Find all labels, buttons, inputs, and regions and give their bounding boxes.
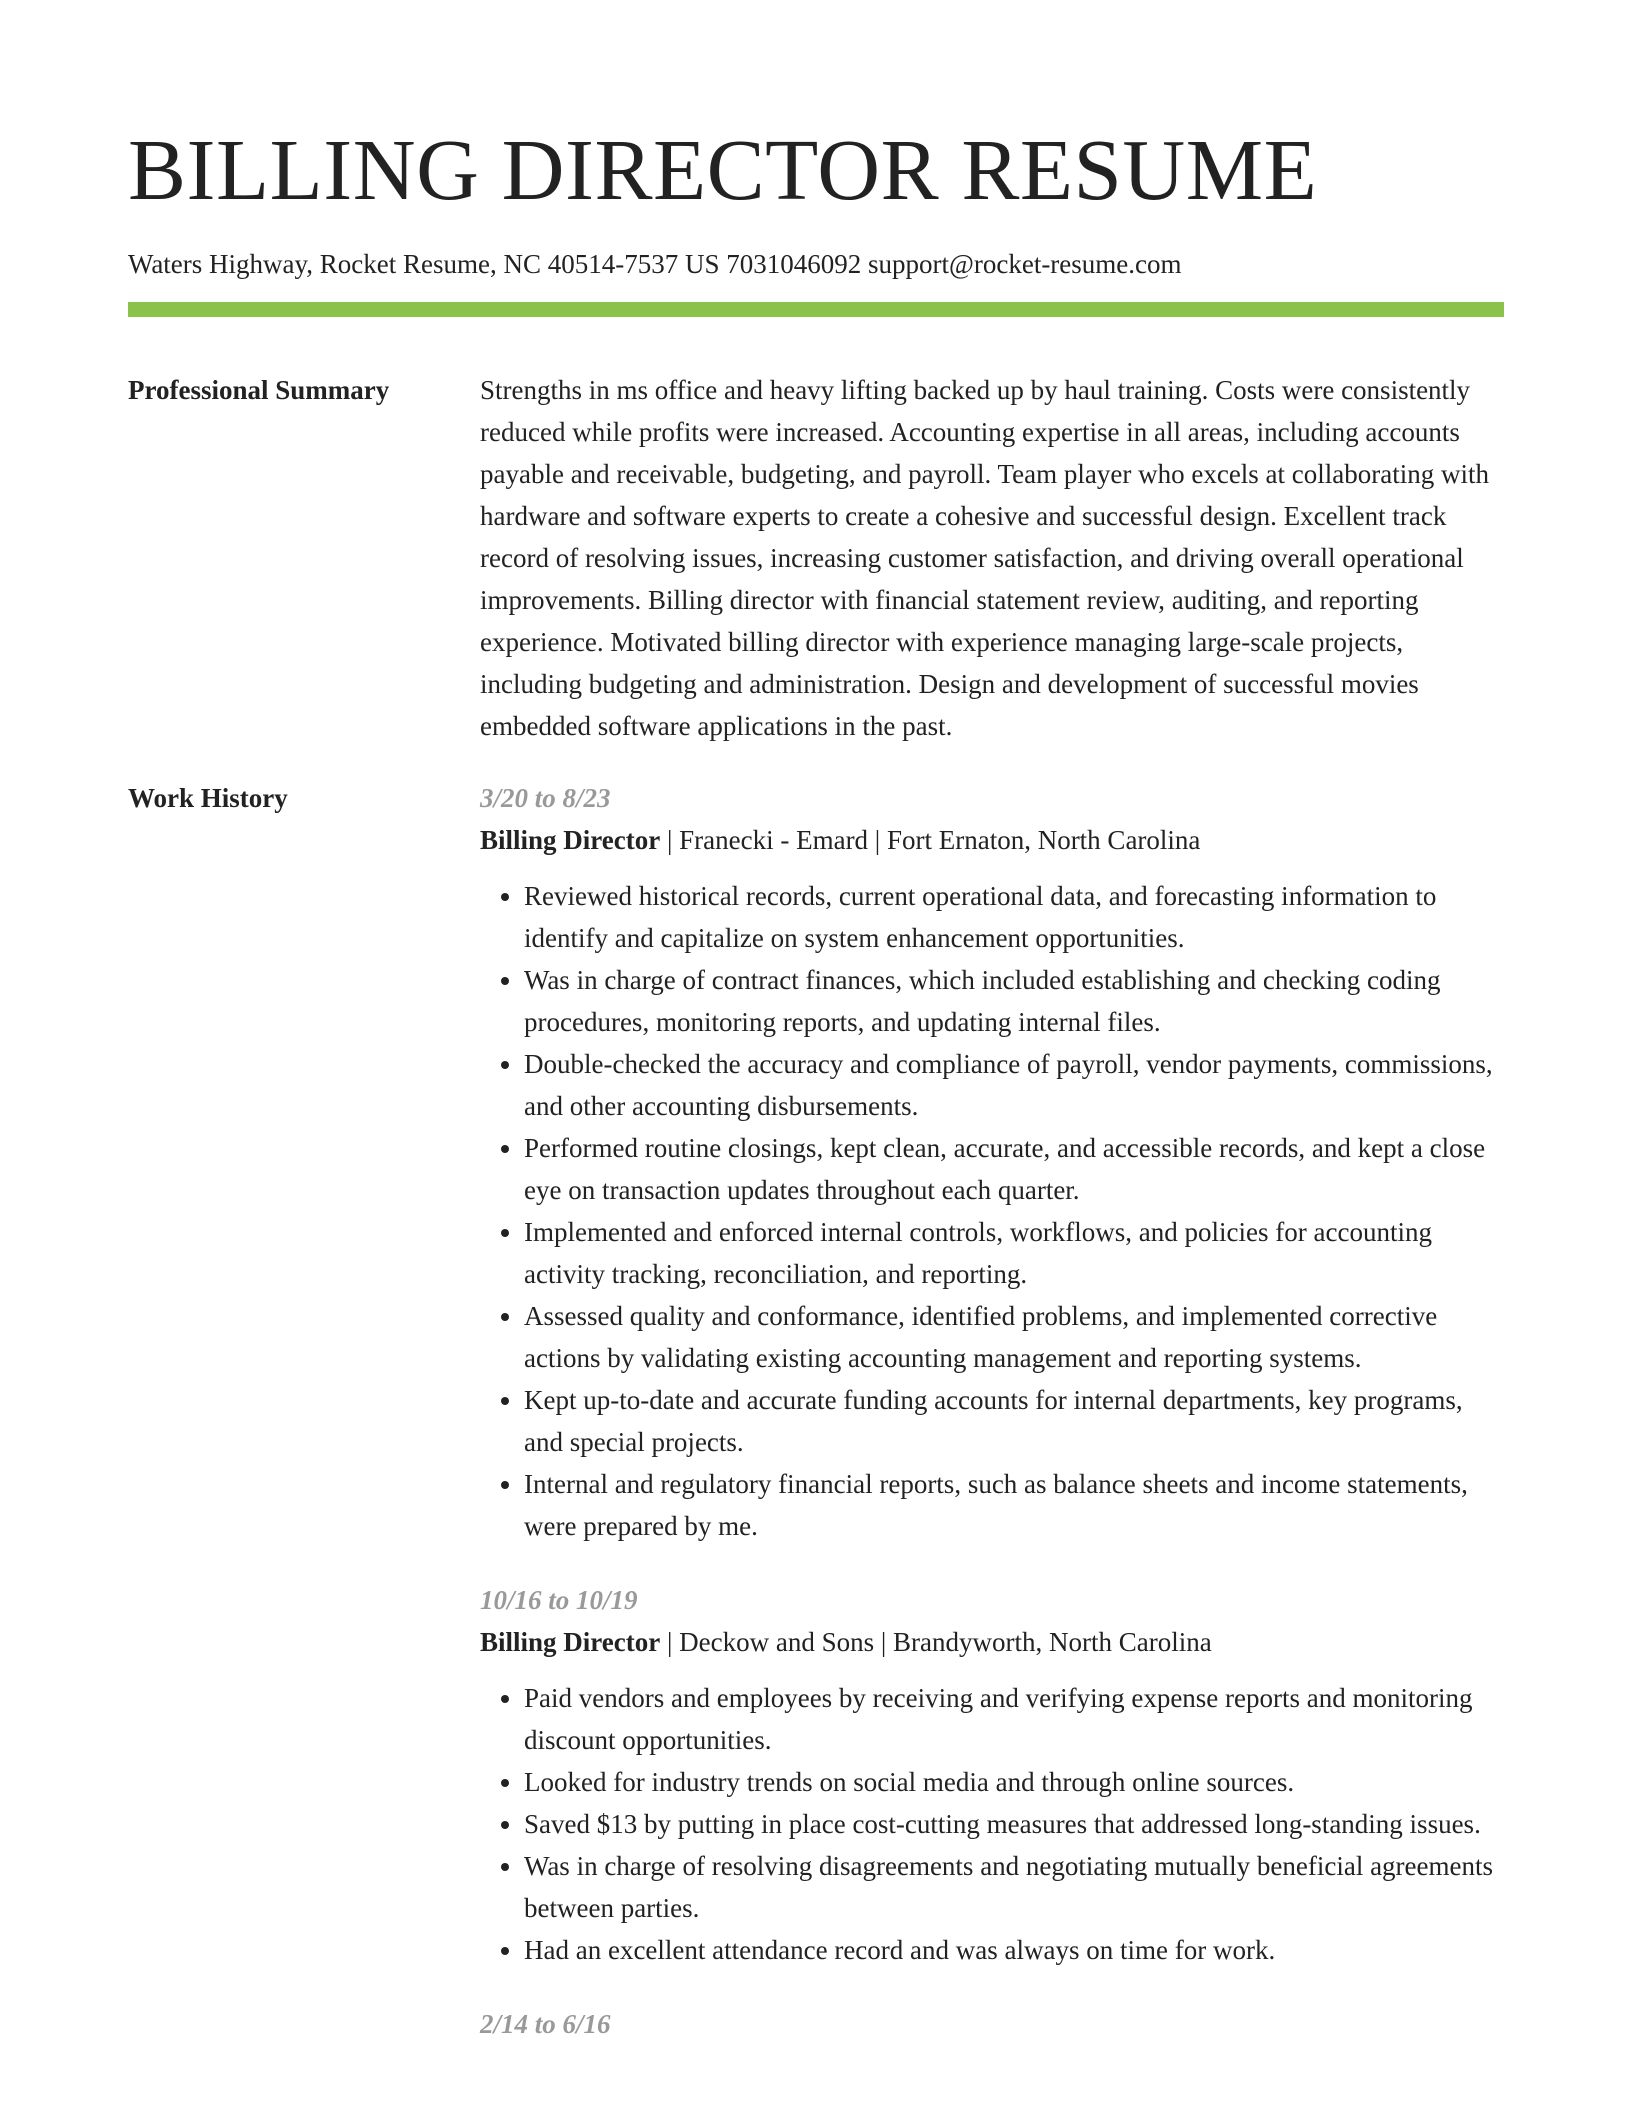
job-bullet: • Was in charge of contract finances, which included establishing and checking coding procedures, monitoring reports, and updating internal files. xyxy=(524,959,1504,1043)
work-history-body xyxy=(480,777,1504,2077)
job-title: Billing Director xyxy=(480,825,661,855)
job-bullet: • Paid vendors and employees by receiving and verifying expense reports and monitoring discount opportunities. xyxy=(524,1677,1504,1761)
contact-line: Waters Highway, Rocket Resume, NC 40514-7537 US 7031046092 support@rocket-resume.com xyxy=(128,249,1182,279)
job-bullet: • Looked for industry trends on social media and through online sources. xyxy=(524,1761,1504,1803)
job-bullet: • Double-checked the accuracy and compliance of payroll, vendor payments, commissions, and other accounting disbursements. xyxy=(524,1043,1504,1127)
section-heading-summary: Professional Summary xyxy=(128,375,390,405)
job-bullet: • Implemented and enforced internal controls, workflows, and policies for accounting activity tracking, reconciliation, and reporting. xyxy=(524,1211,1504,1295)
job-bullet: • Had an excellent attendance record and was always on time for work. xyxy=(524,1929,1504,1971)
job-heading-line xyxy=(480,1621,1504,1663)
job-bullet: • Saved $13 by putting in place cost-cutting measures that addressed long-standing issues. xyxy=(524,1803,1504,1845)
work-history-section xyxy=(128,777,1504,2077)
job-dates: 2/14 to 6/16 xyxy=(480,2009,611,2039)
job-title: Billing Director xyxy=(480,1627,661,1657)
summary-body xyxy=(480,369,1504,747)
job-entry xyxy=(480,2003,1504,2045)
job-bullet-list xyxy=(480,875,1504,1547)
accent-divider xyxy=(128,302,1504,317)
section-heading-work: Work History xyxy=(128,783,288,813)
job-bullet-list xyxy=(480,1677,1504,1971)
job-heading-line xyxy=(480,819,1504,861)
job-entry xyxy=(480,1579,1504,1971)
job-entry xyxy=(480,777,1504,1547)
job-bullet: • Was in charge of resolving disagreements and negotiating mutually beneficial agreements between parties. xyxy=(524,1845,1504,1929)
job-bullet: • Reviewed historical records, current operational data, and forecasting information to identify and capitalize on system enhancement opportunities. xyxy=(524,875,1504,959)
job-company-location: | Deckow and Sons | Brandyworth, North Carolina xyxy=(660,1627,1212,1657)
job-bullet: • Performed routine closings, kept clean, accurate, and accessible records, and kept a close eye on transaction updates throughout each quarter. xyxy=(524,1127,1504,1211)
job-bullet: • Assessed quality and conformance, identified problems, and implemented corrective actions by validating existing accounting management and reporting systems. xyxy=(524,1295,1504,1379)
job-dates: 10/16 to 10/19 xyxy=(480,1585,638,1615)
resume-page xyxy=(128,0,1504,2077)
job-dates: 3/20 to 8/23 xyxy=(480,783,611,813)
resume-title: BILLING DIRECTOR RESUME xyxy=(128,121,1318,218)
job-bullet: • Kept up-to-date and accurate funding accounts for internal departments, key programs, and special projects. xyxy=(524,1379,1504,1463)
job-company-location: | Franecki - Emard | Fort Ernaton, North Carolina xyxy=(660,825,1201,855)
job-bullet: • Internal and regulatory financial reports, such as balance sheets and income statements, were prepared by me. xyxy=(524,1463,1504,1547)
summary-text: Strengths in ms office and heavy lifting backed up by haul training. Costs were consistently reduced while profits were increased. Accounting expertise in all areas, including accounts payable and receivable, budgeting, and payroll. Team player who excels at collaborating with hardware and software experts to create a cohesive and successful design. Excellent track record of resolving issues, increasing customer satisfaction, and driving overall operational improvements. Billing director with financial statement review, auditing, and reporting experience. Motivated billing director with experience managing large-scale projects, including budgeting and administration. Design and development of successful movies embedded software applications in the past. xyxy=(480,375,1489,741)
professional-summary-section xyxy=(128,369,1504,747)
